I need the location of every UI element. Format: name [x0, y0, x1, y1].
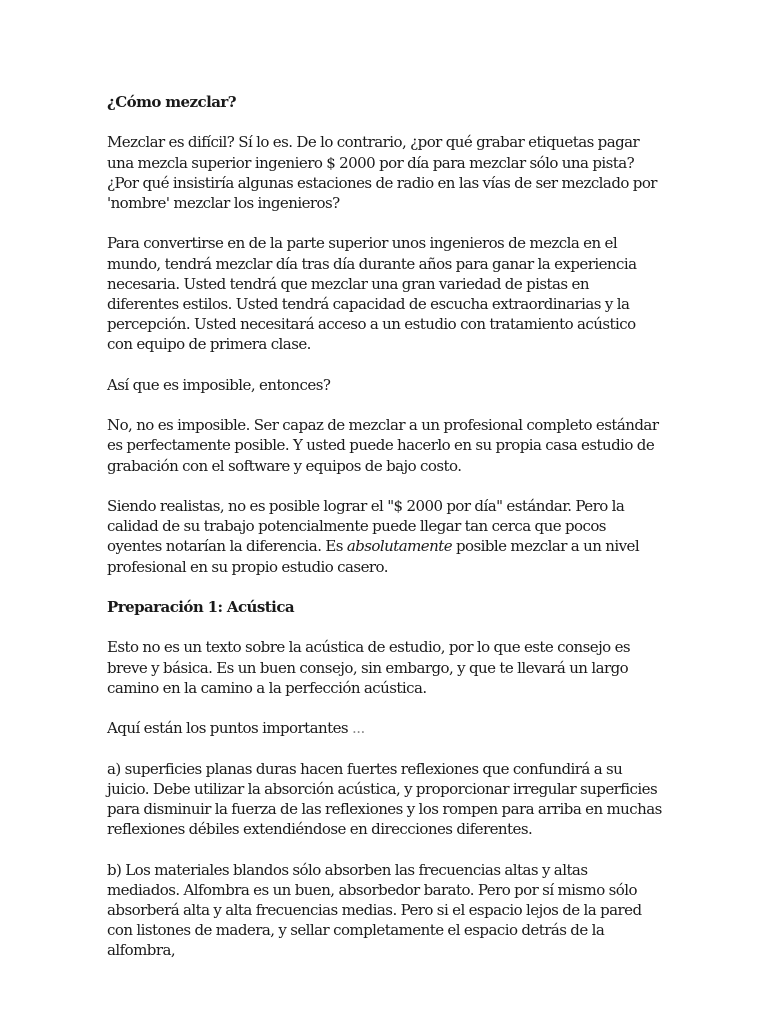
paragraph-realistic [107, 496, 663, 577]
section-heading-acoustics: Preparación 1: Acústica [107, 597, 295, 616]
paragraph-top-engineers: Para convertirse en de la parte superior unos ingenieros de mezcla en el mundo, tendrá mezclar día tras día durante años para ganar la experiencia necesaria. Usted tendrá que mezclar una gran variedad de pistas en diferentes estilos. Usted tendrá capacidad de escucha extraordinarias y la percepción. Usted necesitará acceso a un estudio con tratamiento acústico con equipo de primera clase. [107, 234, 637, 354]
paragraph-question: Así que es imposible, entonces? [107, 375, 331, 394]
paragraph-intro: Mezclar es difícil? Sí lo es. De lo contrario, ¿por qué grabar etiquetas pagar una mezcla superior ingeniero $ 2000 por día para mezclar sólo una pista? ¿Por qué insistiría algunas estaciones de radio en las vías de ser mezclado por 'nombre' mezclar los ingenieros? [107, 133, 657, 212]
paragraph-realistic-end: posible mezclar a un nivel profesional en su propio estudio casero. [107, 537, 640, 576]
paragraph-acoustics-intro: Esto no es un texto sobre la acústica de estudio, por lo que este consejo es breve y básica. Es un buen consejo, sin embargo, y que te llevará un largo camino en la camino a la perfección acústica. [107, 638, 631, 697]
emphasis-absolutamente: absolutamente [346, 537, 453, 556]
important-points-text: Aquí están los puntos importantes [107, 719, 353, 738]
paragraph-important-points [107, 718, 663, 738]
paragraph-point-b: b) Los materiales blandos sólo absorben las frecuencias altas y altas mediados. Alfombra es un buen, absorbedor barato. Pero por sí mismo sólo absorberá alta y alta frecuencias medias. Pero si el espacio lejos de la pared con listones de madera, y sellar completamente el espacio detrás de la alfombra, [107, 860, 642, 960]
paragraph-realistic-start: Siendo realistas, no es posible lograr el "$ 2000 por día" estándar. Pero la calidad de su trabajo potencialmente puede llegar tan cerca que pocos oyentes notarían la diferencia. Es [107, 496, 625, 556]
paragraph-point-a: a) superficies planas duras hacen fuertes reflexiones que confundirá a su juicio. Debe utilizar la absorción acústica, y proporcionar irregular superficies para disminuir la fuerza de las reflexiones y los rompen para arriba en muchas reflexiones débiles extendiéndose en direcciones diferentes. [107, 759, 662, 839]
document-page [107, 92, 663, 981]
document-title: ¿Cómo mezclar? [107, 93, 237, 111]
paragraph-not-impossible: No, no es imposible. Ser capaz de mezclar a un profesional completo estándar es perfectamente posible. Y usted puede hacerlo en su propia casa estudio de grabación con el software y equipos de bajo costo. [107, 416, 659, 475]
ellipsis: ... [352, 719, 365, 738]
